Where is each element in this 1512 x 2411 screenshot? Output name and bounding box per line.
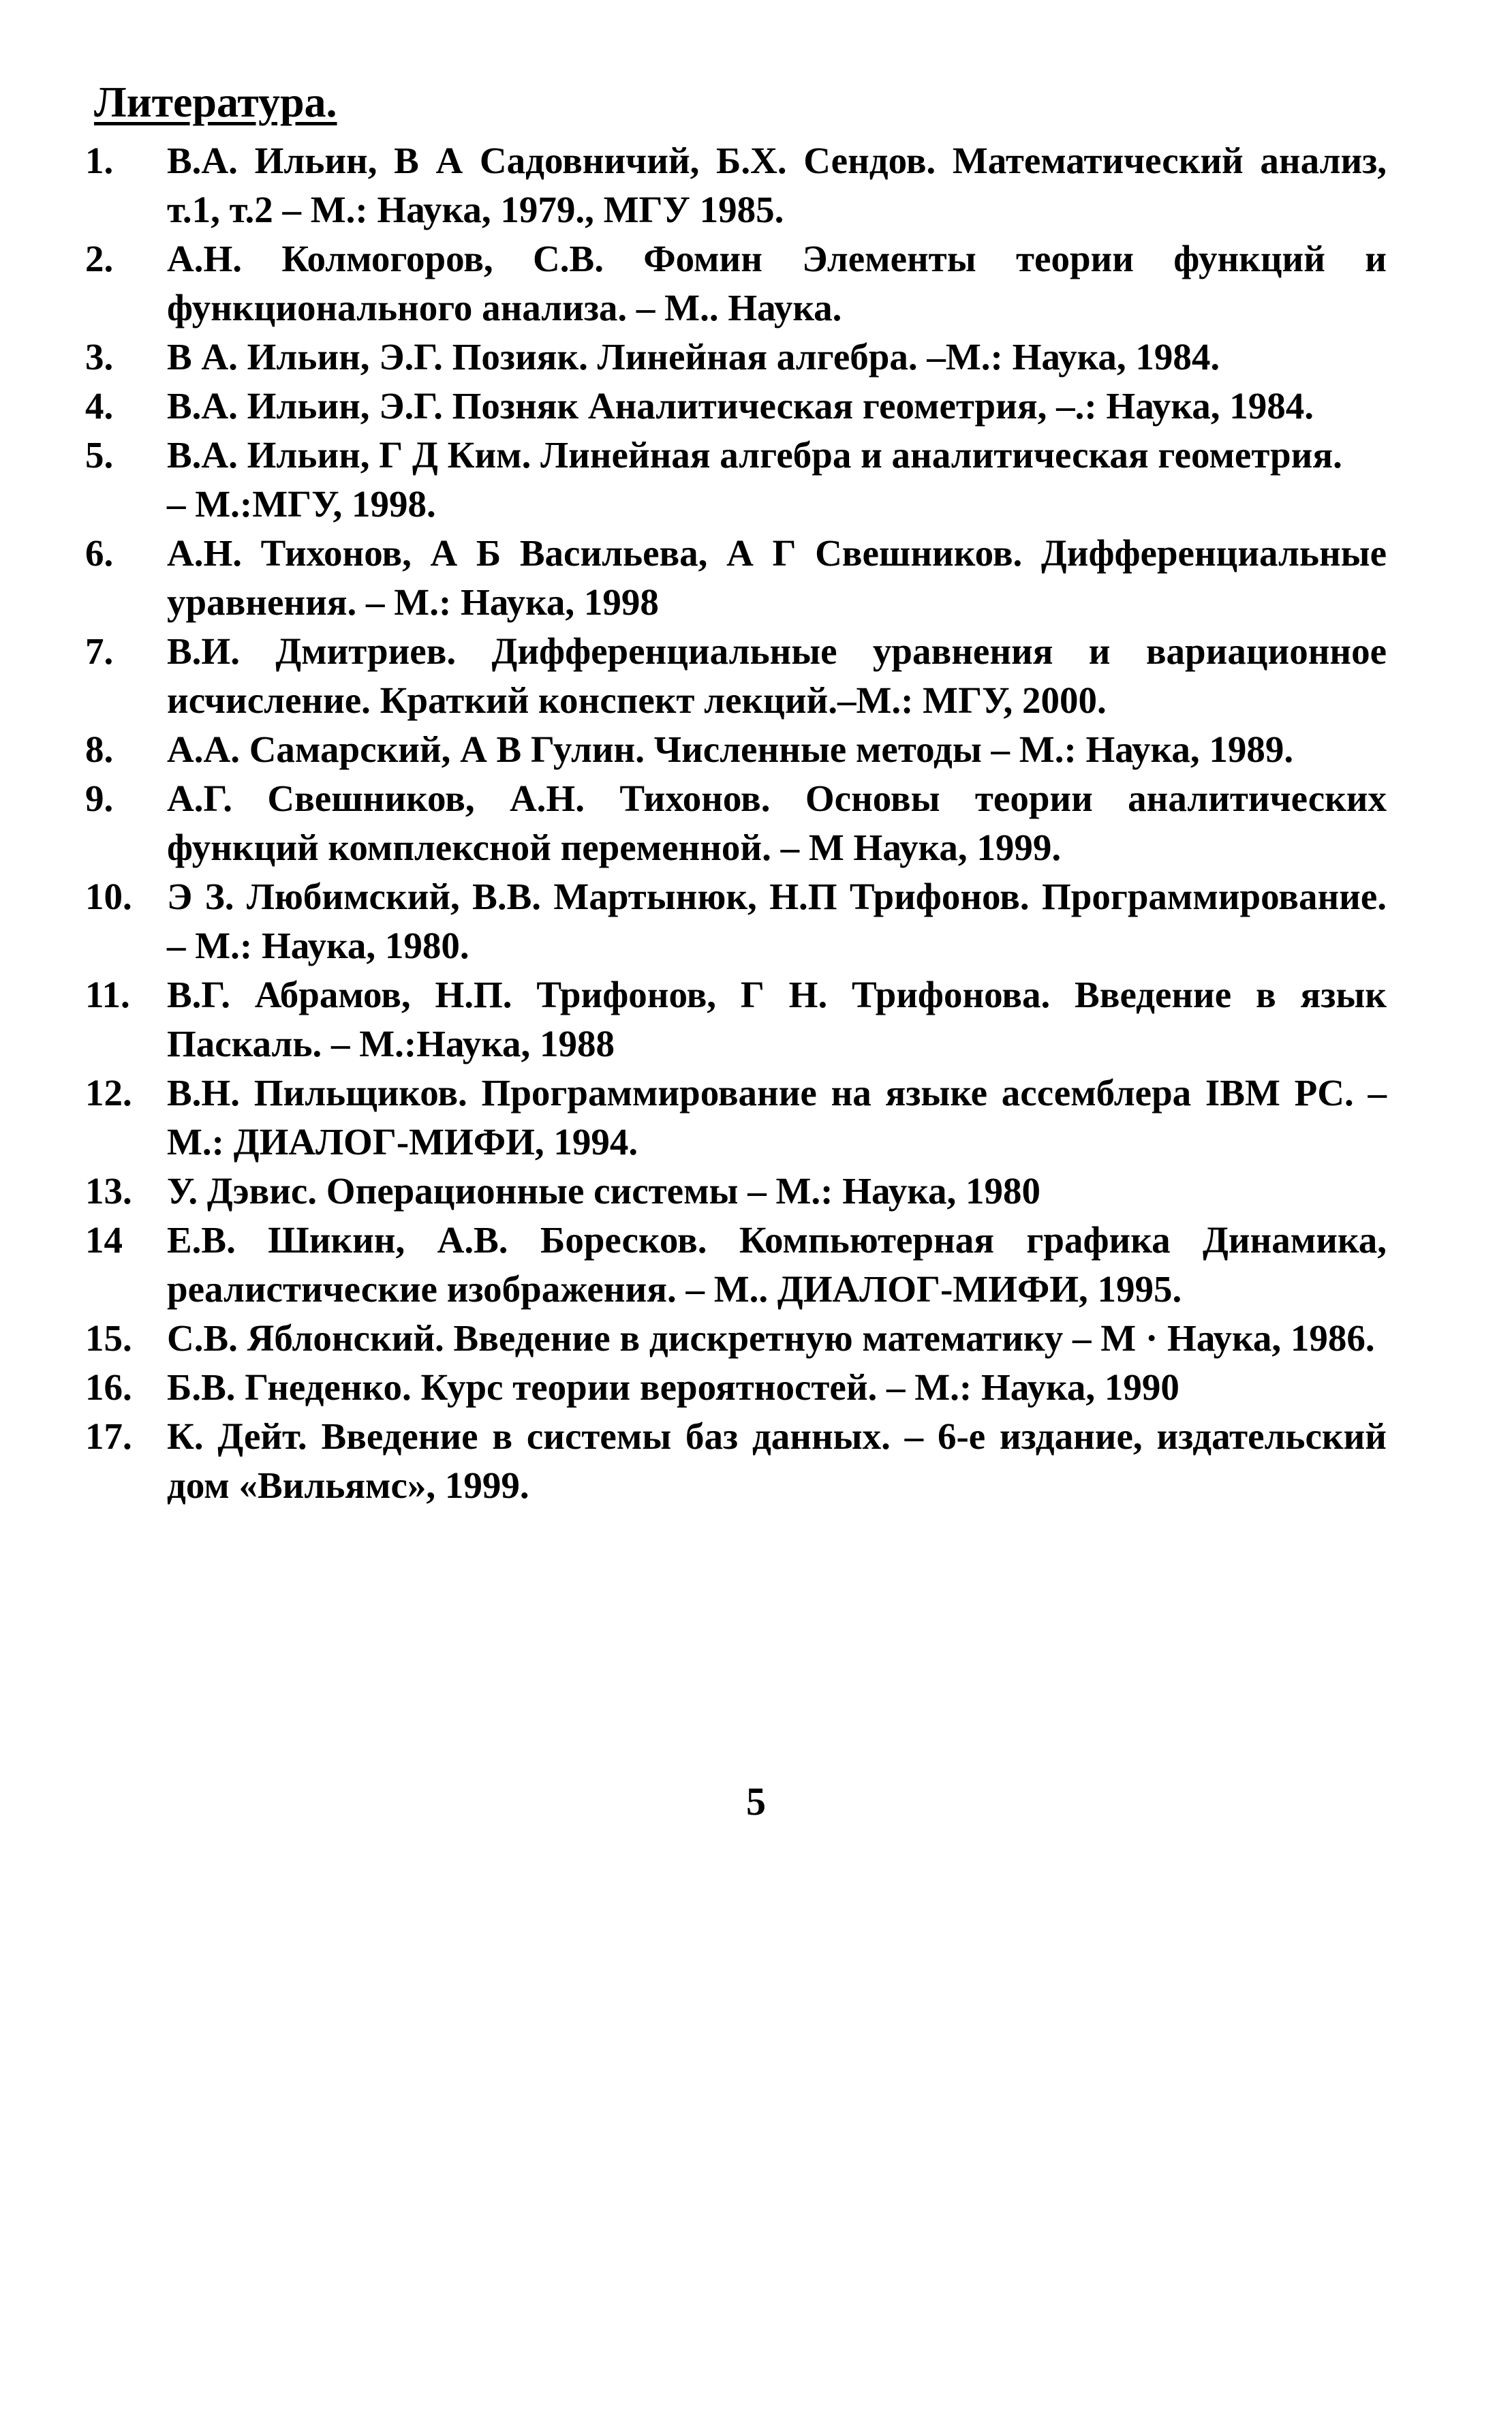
reference-text: В.А. Ильин, В А Садовничий, Б.Х. Сендов. Математический анализ, т.1, т.2 – М.: Наука, 1979., МГУ 1985.	[167, 140, 1387, 230]
reference-number: 16.	[85, 1366, 132, 1408]
list-item	[85, 1216, 1387, 1314]
list-item	[85, 725, 1387, 774]
reference-number: 1.	[85, 140, 114, 181]
reference-text: Е.В. Шикин, А.В. Боресков. Компьютерная графика Динамика, реалистические изображения. – М.. ДИАЛОГ-МИФИ, 1995.	[167, 1219, 1387, 1310]
list-item	[85, 1069, 1387, 1167]
reference-text: А.Г. Свешников, А.Н. Тихонов. Основы теории аналитических функций комплексной переменной. – М Наука, 1999.	[167, 778, 1387, 868]
reference-number: 17.	[85, 1415, 132, 1457]
reference-text: Э З. Любимский, В.В. Мартынюк, Н.П Трифонов. Программирование. – М.: Наука, 1980.	[167, 876, 1387, 966]
reference-text: В.Н. Пильщиков. Программирование на языке ассемблера IBM PC. – М.: ДИАЛОГ-МИФИ, 1994.	[167, 1072, 1387, 1163]
reference-number: 2.	[85, 238, 114, 279]
list-item	[85, 970, 1387, 1069]
reference-number: 7.	[85, 630, 114, 672]
reference-number: 6.	[85, 532, 114, 574]
reference-number: 5.	[85, 434, 114, 476]
reference-text: К. Дейт. Введение в системы баз данных. – 6-е издание, издательский дом «Вильямс», 1999.	[167, 1415, 1387, 1506]
reference-number: 15.	[85, 1317, 132, 1359]
list-item	[85, 872, 1387, 970]
reference-text: А.Н. Колмогоров, С.В. Фомин Элементы теории функций и функционального анализа. – М.. Наука.	[167, 238, 1387, 328]
reference-list	[85, 136, 1387, 1510]
list-item	[85, 1363, 1387, 1412]
reference-number: 14	[85, 1219, 123, 1261]
list-item	[85, 1412, 1387, 1510]
reference-text: В.А. Ильин, Э.Г. Позняк Аналитическая геометрия, –.: Наука, 1984.	[167, 385, 1314, 427]
reference-text: С.В. Яблонский. Введение в дискретную математику – М · Наука, 1986.	[167, 1317, 1375, 1359]
reference-number: 3.	[85, 336, 114, 378]
reference-number: 12.	[85, 1072, 132, 1114]
reference-number: 8.	[85, 728, 114, 770]
reference-publisher: – М.:МГУ, 1998.	[167, 483, 436, 525]
reference-number: 9.	[85, 778, 114, 819]
reference-text: А.А. Самарский, А В Гулин. Численные методы – М.: Наука, 1989.	[167, 728, 1294, 770]
reference-text: В.А. Ильин, Г Д Ким. Линейная алгебра и аналитическая геометрия.	[167, 434, 1342, 476]
list-item	[85, 529, 1387, 627]
reference-number: 11.	[85, 974, 130, 1015]
reference-text: В.Г. Абрамов, Н.П. Трифонов, Г Н. Трифонова. Введение в язык Паскаль. – М.:Наука, 1988	[167, 974, 1387, 1064]
list-item	[85, 774, 1387, 872]
list-item	[85, 627, 1387, 725]
reference-number: 4.	[85, 385, 114, 427]
reference-text: А.Н. Тихонов, А Б Васильева, А Г Свешников. Дифференциальные уравнения. – М.: Наука, 1998	[167, 532, 1387, 623]
reference-text: В.И. Дмитриев. Дифференциальные уравнения и вариационное исчисление. Краткий конспект лекций.–М.: МГУ, 2000.	[167, 630, 1387, 721]
page-title: Литература.	[94, 78, 337, 126]
reference-number: 13.	[85, 1170, 132, 1212]
list-item	[85, 1314, 1387, 1363]
page-number: 5	[746, 1779, 766, 1824]
list-item	[85, 136, 1387, 234]
list-item	[85, 382, 1387, 431]
reference-number: 10.	[85, 876, 132, 917]
list-item	[85, 1167, 1387, 1216]
reference-text: Б.В. Гнеденко. Курс теории вероятностей. – М.: Наука, 1990	[167, 1366, 1179, 1408]
reference-text: В А. Ильин, Э.Г. Позияк. Линейная алгебра. –М.: Наука, 1984.	[167, 336, 1220, 378]
reference-text: У. Дэвис. Операционные системы – М.: Наука, 1980	[167, 1170, 1041, 1212]
list-item	[85, 431, 1387, 529]
list-item	[85, 234, 1387, 333]
list-item	[85, 333, 1387, 382]
